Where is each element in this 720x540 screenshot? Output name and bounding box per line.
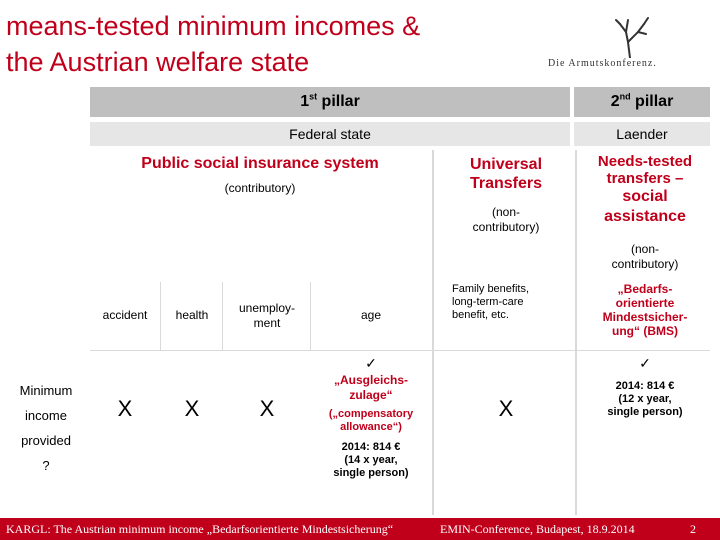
row-label-line-2: income <box>25 408 67 423</box>
health-value: X <box>184 396 200 421</box>
column-age: age <box>360 308 382 322</box>
family-line-3: benefit, etc. <box>452 309 509 321</box>
separator-5 <box>310 282 311 350</box>
tree-branch-icon <box>548 14 698 58</box>
age-line-6: (14 x year, <box>344 454 398 466</box>
universal-title-line-1: Universal <box>469 156 543 173</box>
age-line-7: single person) <box>333 467 409 479</box>
bms-line-1: „Bedarfs- <box>617 282 673 296</box>
logo-text: Die Armutskonferenz. <box>548 58 657 69</box>
column-accident: accident <box>102 308 148 322</box>
title-line-2: the Austrian welfare state <box>6 47 310 77</box>
universal-transfers-title <box>440 155 572 193</box>
unemployment-value: X <box>259 396 275 421</box>
separator-3 <box>160 282 161 350</box>
age-value <box>312 355 430 480</box>
age-line-5: 2014: 814 € <box>341 441 401 453</box>
footer-left: KARGL: The Austrian minimum income „Bedarfsorientierte Mindestsicherung“ <box>6 522 394 536</box>
age-line-4: allowance“) <box>340 421 402 433</box>
needs-title-line-2: transfers – <box>606 170 684 187</box>
page-title <box>6 8 546 80</box>
bms-line-4: ung“ (BMS) <box>612 324 678 338</box>
federal-label: Federal state <box>289 126 371 142</box>
needs-tested-sub <box>578 242 712 272</box>
age-line-2: zulage“ <box>349 388 393 402</box>
universal-sub-line-1: (non- <box>491 205 520 219</box>
horizontal-separator <box>90 350 710 351</box>
separator-2 <box>575 150 577 515</box>
needs-title-line-1: Needs-tested <box>597 153 693 170</box>
bms-value-line-1: 2014: 814 € <box>615 380 675 392</box>
family-line-2: long-term-care <box>452 296 524 308</box>
row-label-minimum-income <box>10 378 82 478</box>
second-pillar-num: 2 <box>610 93 620 110</box>
first-pillar-label <box>90 92 570 112</box>
first-pillar-num: 1 <box>300 93 310 110</box>
bms-value <box>580 355 710 419</box>
footer-center: EMIN-Conference, Budapest, 18.9.2014 <box>440 522 635 536</box>
family-line-1: Family benefits, <box>452 283 530 295</box>
bms-line-2: orientierte <box>615 296 675 310</box>
separator-1 <box>432 150 434 515</box>
row-label-line-4: ? <box>42 458 50 473</box>
unemployment-line-2: ment <box>253 316 281 330</box>
unemployment-line-1: unemploy- <box>238 301 296 315</box>
universal-title-line-2: Transfers <box>469 175 543 192</box>
logo <box>548 14 698 74</box>
needs-tested-title <box>578 153 712 227</box>
column-unemployment <box>224 301 310 331</box>
accident-value: X <box>117 396 133 421</box>
second-pillar-rest: pillar <box>630 93 674 110</box>
second-pillar-label <box>574 92 710 112</box>
column-bms <box>580 282 710 338</box>
title-line-1: means-tested minimum incomes & <box>6 11 421 41</box>
first-pillar-sup: st <box>309 91 318 102</box>
needs-title-line-3: social <box>622 188 668 205</box>
separator-4 <box>222 282 223 350</box>
bms-value-line-3: single person) <box>607 406 683 418</box>
needs-title-line-4: assistance <box>604 208 686 225</box>
row-label-line-3: provided <box>21 433 71 448</box>
second-pillar-sup: nd <box>619 91 631 102</box>
footer <box>0 518 720 540</box>
bms-line-3: Mindestsicher- <box>602 310 688 324</box>
needs-sub-line-2: contributory) <box>611 257 679 271</box>
row-label-line-1: Minimum <box>19 383 73 398</box>
column-family-benefits <box>452 283 572 322</box>
laender-label: Laender <box>616 126 668 142</box>
age-line-3: („compensatory <box>328 408 414 420</box>
age-line-1: „Ausgleichs- <box>333 373 408 387</box>
social-insurance-title: Public social insurance system <box>141 155 379 172</box>
first-pillar-rest: pillar <box>317 93 360 110</box>
footer-page-number: 2 <box>690 522 696 536</box>
social-insurance-sub: (contributory) <box>224 181 296 195</box>
universal-transfers-sub <box>440 205 572 235</box>
check-icon: ✓ <box>365 355 377 371</box>
universal-sub-line-2: contributory) <box>472 220 540 234</box>
family-value: X <box>498 396 514 421</box>
bms-value-line-2: (12 x year, <box>618 393 672 405</box>
check-icon: ✓ <box>639 355 651 371</box>
column-health: health <box>175 308 209 322</box>
needs-sub-line-1: (non- <box>630 242 659 256</box>
